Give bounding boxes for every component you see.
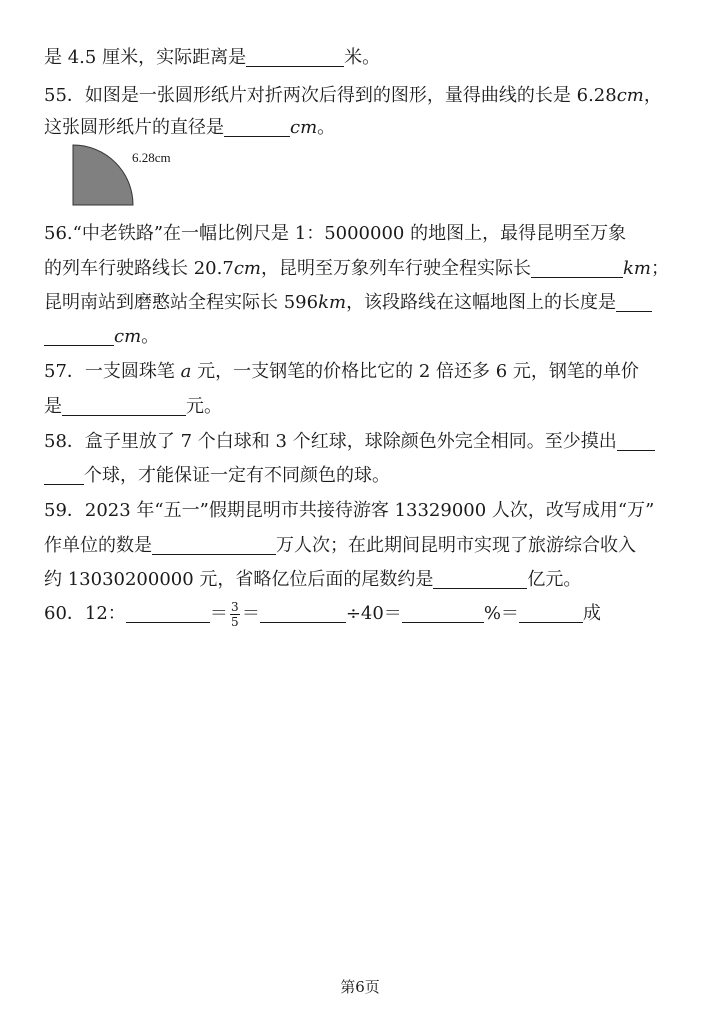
question-59-line3 xyxy=(44,566,680,594)
answer-blank[interactable] xyxy=(152,534,276,555)
question-56-line2 xyxy=(44,255,680,283)
unit: cm xyxy=(616,85,644,106)
answer-blank[interactable] xyxy=(402,602,484,623)
answer-blank[interactable] xyxy=(224,116,290,137)
text: 元。 xyxy=(186,396,222,417)
question-60-line1 xyxy=(44,600,680,628)
question-57-line1 xyxy=(44,358,680,386)
text: ÷40＝ xyxy=(345,603,402,624)
text: 是 xyxy=(44,396,62,417)
answer-blank[interactable] xyxy=(617,430,655,451)
question-55-line1 xyxy=(44,82,680,110)
text: 万人次；在此期间昆明市实现了旅游综合收入 xyxy=(276,535,636,556)
text: ； xyxy=(650,258,669,279)
answer-blank[interactable] xyxy=(44,464,84,485)
question-58-line2 xyxy=(44,462,680,490)
text: 约 13030200000 元，省略亿位后面的尾数约是 xyxy=(44,569,434,590)
answer-blank[interactable] xyxy=(260,602,346,623)
text: 58．盒子里放了 7 个白球和 3 个红球，球除颜色外完全相同。至少摸出 xyxy=(44,431,617,452)
text: ，该段路线在这幅地图上的长度是 xyxy=(346,292,617,313)
fraction-denominator: 5 xyxy=(230,614,239,629)
unit: cm xyxy=(233,258,261,279)
text: 60．12： xyxy=(44,603,126,624)
text: ＝ xyxy=(209,603,228,624)
fraction xyxy=(230,601,240,628)
text: 。 xyxy=(317,117,336,138)
variable: a xyxy=(180,361,192,382)
answer-blank[interactable] xyxy=(433,568,527,589)
text: ＝ xyxy=(241,603,260,624)
text: ， xyxy=(643,85,662,106)
text: 成 xyxy=(582,603,601,624)
unit: cm xyxy=(114,326,142,347)
unit: km xyxy=(622,258,651,279)
text: 亿元。 xyxy=(527,569,582,590)
line-q54-end xyxy=(44,44,680,72)
question-57-line2 xyxy=(44,393,680,421)
text: 米。 xyxy=(344,47,381,68)
answer-blank[interactable] xyxy=(126,602,210,623)
page-number: 第6页 xyxy=(340,978,380,996)
text: 个球，才能保证一定有不同颜色的球。 xyxy=(84,465,390,486)
question-59-line2 xyxy=(44,532,680,560)
text: 59．2023 年“五一”假期昆明市共接待游客 13329000 人次，改写成用“万” xyxy=(44,500,655,521)
answer-blank[interactable] xyxy=(531,257,623,278)
text: %＝ xyxy=(483,603,519,624)
question-55-line2 xyxy=(44,114,680,142)
text: 这张圆形纸片的直径是 xyxy=(44,117,224,138)
question-59-line1 xyxy=(44,497,680,525)
answer-blank[interactable] xyxy=(246,46,344,67)
text: 。 xyxy=(141,326,160,347)
text: 是 4.5 厘米，实际距离是 xyxy=(44,47,247,68)
figure-label: 6.28cm xyxy=(132,150,171,165)
quarter-circle-figure xyxy=(72,144,134,206)
fraction-numerator: 3 xyxy=(230,599,239,614)
question-56-line1 xyxy=(44,220,680,248)
text: 元，一支钢笔的价格比它的 2 倍还多 6 元，钢笔的单价 xyxy=(191,361,639,382)
question-58-line1 xyxy=(44,428,680,456)
question-56-line3 xyxy=(44,289,680,317)
text: 57．一支圆珠笔 xyxy=(44,361,181,382)
answer-blank[interactable] xyxy=(519,602,583,623)
answer-blank[interactable] xyxy=(44,325,114,346)
text: 昆明南站到磨憨站全程实际长 596 xyxy=(44,292,319,313)
text: 55．如图是一张圆形纸片对折两次后得到的图形，量得曲线的长是 6.28 xyxy=(44,85,617,106)
text: 作单位的数是 xyxy=(44,535,152,556)
answer-blank[interactable] xyxy=(62,395,186,416)
unit: cm xyxy=(290,117,318,138)
answer-blank[interactable] xyxy=(616,291,652,312)
text: ，昆明至万象列车行驶全程实际长 xyxy=(260,258,531,279)
unit: km xyxy=(318,292,347,313)
text: 56.“中老铁路”在一幅比例尺是 1：5000000 的地图上，最得昆明至万象 xyxy=(44,223,627,244)
text: 的列车行驶路线长 20.7 xyxy=(44,258,234,279)
question-56-line4 xyxy=(44,323,680,351)
